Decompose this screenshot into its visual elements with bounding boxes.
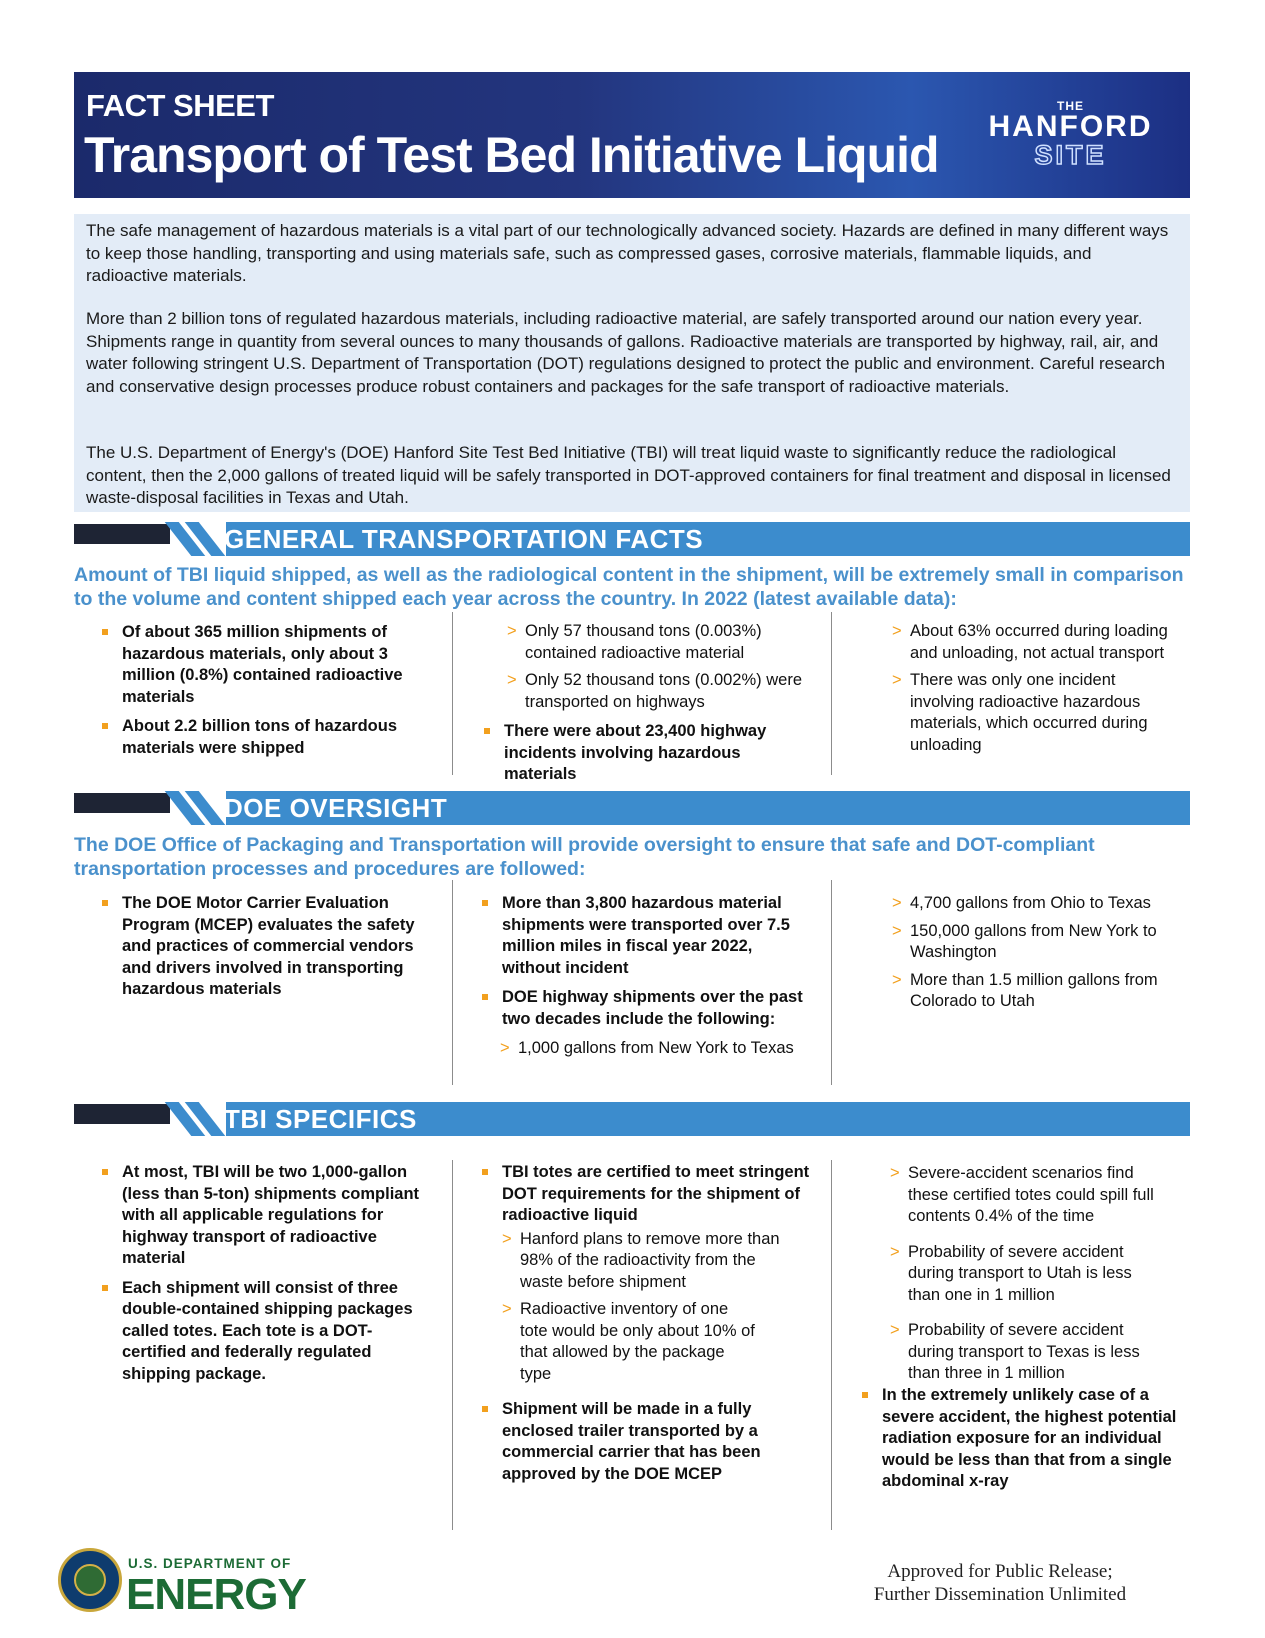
list-item: > Probability of severe accident during transport to Texas is less than three in 1 million [888,1320,1158,1385]
list-item: > 1,000 gallons from New York to Texas [498,1038,810,1060]
list-item: About 2.2 billion tons of hazardous materials were shipped [100,716,430,759]
list-item: > Only 52 thousand tons (0.002%) were transported on highways [505,670,805,713]
tbi-col1-list [100,1162,420,1393]
section-header-tbi [74,1102,1190,1136]
list-item: More than 3,800 hazardous material shipments were transported over 7.5 million miles in fiscal year 2022, without incident [480,893,810,979]
approval-statement [850,1560,1150,1606]
page-title: Transport of Test Bed Initiative Liquid [84,127,939,183]
doe-dept-text: U.S. DEPARTMENT OF [128,1556,292,1571]
section-dark-bar [74,1104,170,1124]
list-item: > Hanford plans to remove more than 98% of the radioactivity from the waste before shipment [500,1229,790,1294]
general-col1-list [100,622,430,767]
intro-paragraph-3: The U.S. Department of Energy's (DOE) Hanford Site Test Bed Initiative (TBI) will treat liquid waste to significantly reduce the radiological content, then the 2,000 gallons of treated liquid will be safely transported in DOT-approved containers for final treatment and disposal in licensed waste-disposal facilities in Texas and Utah. [86,443,1171,507]
list-item: > 150,000 gallons from New York to Washington [890,921,1190,964]
section-title-oversight: DOE OVERSIGHT [224,793,448,823]
tbi-col3-bullet [860,1385,1180,1501]
oversight-col3-list [890,893,1190,1019]
list-item: DOE highway shipments over the past two decades include the following: [480,987,810,1030]
column-divider [452,1160,453,1530]
section-dark-bar [74,793,170,813]
general-col3-list [890,621,1180,762]
list-item: Each shipment will consist of three double-contained shipping packages called totes. Each tote is a DOT-certified and federally regulated shipping package. [100,1278,420,1386]
tbi-col3-list [888,1163,1158,1391]
approval-line-2: Further Dissemination Unlimited [873,1584,1127,1605]
intro-paragraph-2: More than 2 billion tons of regulated hazardous materials, including radioactive material, are safely transported around our nation every year. Shipments range in quantity from several ounces to many thousands of gallons. Radioactive materials are transported by highway, rail, air, and water following stringent U.S. Department of Transportation (DOT) regulations designed to protect the public and environment. Careful research and conservative design processes produce robust containers and packages for the safe transport of radioactive materials. [86,309,1166,396]
list-item: There were about 23,400 highway incidents involving hazardous materials [482,721,802,786]
column-divider [831,612,832,775]
oversight-lead: The DOE Office of Packaging and Transportation will provide oversight to ensure that safe and DOT-compliant transportation processes and procedures are followed: [74,834,1095,880]
general-lead: Amount of TBI liquid shipped, as well as the radiological content in the shipment, will be extremely small in comparison to the volume and content shipped each year across the country. In 2022 (latest available data): [74,564,1184,610]
list-item: > Probability of severe accident during transport to Utah is less than one in 1 million [888,1242,1158,1307]
list-item: > About 63% occurred during loading and unloading, not actual transport [890,621,1180,664]
hanford-site-logo [973,100,1168,170]
logo-hanford: HANFORD [988,110,1153,143]
section-dark-bar [74,524,170,544]
intro-box [74,214,1190,512]
general-col2-list [505,621,805,719]
oversight-col2-list [480,893,810,1066]
doe-energy-text: ENERGY [126,1570,306,1619]
oversight-col1-list [100,893,430,1009]
approval-line-1: Approved for Public Release; [887,1561,1113,1582]
list-item: TBI totes are certified to meet stringent DOT requirements for the shipment of radioactive liquid [480,1162,810,1227]
logo-site: SITE [1034,140,1107,170]
header-banner [74,72,1190,198]
doe-seal-icon [58,1548,122,1612]
list-item: > 4,700 gallons from Ohio to Texas [890,893,1190,915]
intro-paragraph-1: The safe management of hazardous materials is a vital part of our technologically advanced society. Hazards are defined in many different ways to keep those handling, transporting and using materials safe, such as compressed gases, corrosive materials, flammable liquids, and radioactive materials. [86,221,1169,285]
list-item: In the extremely unlikely case of a severe accident, the highest potential radiation exposure for an individual would be less than that from a single abdominal x-ray [860,1385,1180,1493]
column-divider [831,1160,832,1530]
list-item: > There was only one incident involving radioactive hazardous materials, which occurred during unloading [890,670,1180,756]
column-divider [452,880,453,1085]
list-item: At most, TBI will be two 1,000-gallon (less than 5-ton) shipments compliant with all applicable regulations for highway transport of radioactive material [100,1162,420,1270]
section-title-tbi: TBI SPECIFICS [224,1104,417,1134]
general-col2-bullet [482,721,802,794]
section-header-general [74,522,1190,556]
list-item: Of about 365 million shipments of hazardous materials, only about 3 million (0.8%) contained radioactive materials [100,622,430,708]
column-divider [452,612,453,775]
column-divider [831,880,832,1085]
list-item: The DOE Motor Carrier Evaluation Program (MCEP) evaluates the safety and practices of commercial vendors and drivers involved in transporting hazardous materials [100,893,430,1001]
list-item: > Severe-accident scenarios find these certified totes could spill full contents 0.4% of the time [888,1163,1158,1228]
list-item: > More than 1.5 million gallons from Colorado to Utah [890,970,1190,1013]
section-header-oversight [74,791,1190,825]
section-title-general: GENERAL TRANSPORTATION FACTS [224,524,704,554]
list-item: Shipment will be made in a fully enclosed trailer transported by a commercial carrier that has been approved by the DOE MCEP [480,1399,810,1485]
fact-sheet-label: FACT SHEET [86,88,274,123]
logo-the: THE [1057,99,1084,113]
list-item: > Only 57 thousand tons (0.003%) contained radioactive material [505,621,805,664]
tbi-col2-list [480,1162,810,1493]
list-item: > Radioactive inventory of one tote would be only about 10% of that allowed by the package type [500,1299,760,1385]
